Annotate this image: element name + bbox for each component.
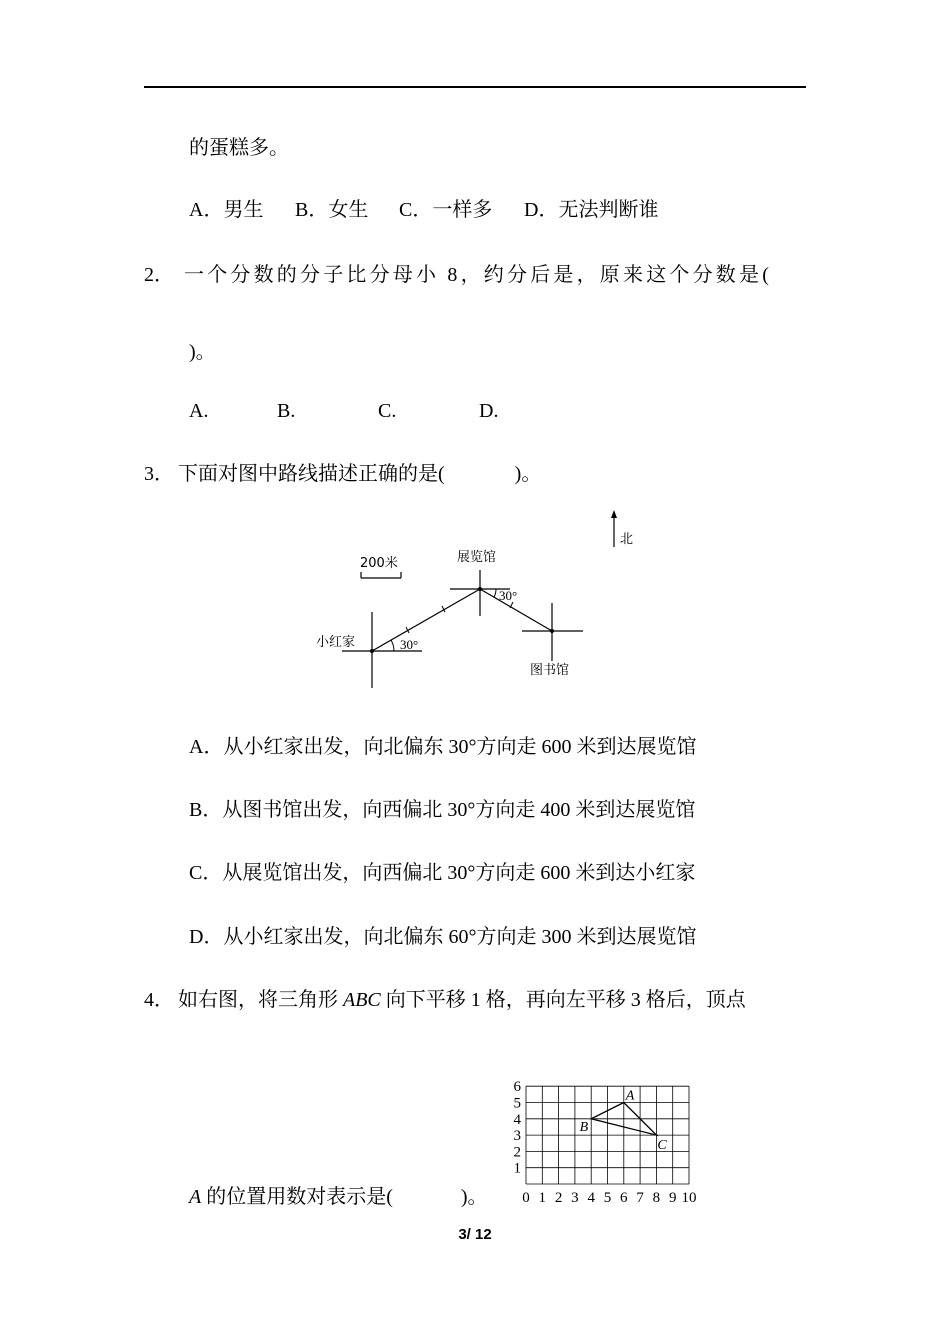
angle-label-home: 30° [400, 637, 419, 652]
x-tick-label: 4 [587, 1190, 595, 1206]
y-tick-label: 5 [513, 1095, 521, 1112]
grid-lines [526, 1086, 689, 1184]
q2-option-b: B. [277, 400, 296, 422]
home-label: 小红家 [316, 635, 356, 650]
q2-number: 2． [144, 264, 174, 286]
x-tick-label: 10 [681, 1190, 697, 1206]
exhibition-label: 展览馆 [457, 550, 497, 565]
x-tick-label: 9 [668, 1190, 677, 1206]
vertex-label-b: B [579, 1119, 589, 1135]
angle-label-exhibition: 30° [499, 588, 518, 603]
x-tick-label: 2 [554, 1190, 563, 1206]
library-label: 图书馆 [530, 663, 570, 678]
angle-arc-home [391, 640, 394, 651]
x-tick-label: 8 [652, 1190, 661, 1206]
q3-option-a: A．从小红家出发，向北偏东 30°方向走 600 米到达展览馆 [189, 736, 697, 758]
q1-option-a: A．男生 [189, 199, 264, 221]
x-tick-label: 7 [636, 1190, 644, 1206]
north-arrow-icon [611, 510, 617, 547]
q1-option-c: C．一样多 [399, 199, 493, 221]
north-label: 北 [620, 532, 634, 547]
q2-option-d: D. [479, 400, 499, 422]
angle-arc-exhibition [494, 589, 496, 597]
y-tick-label: 6 [513, 1080, 521, 1096]
x-axis-labels [522, 1190, 696, 1206]
q3-option-b: B．从图书馆出发，向西偏北 30°方向走 400 米到达展览馆 [189, 799, 696, 821]
x-tick-label: 1 [538, 1190, 547, 1206]
y-tick-label: 3 [513, 1128, 521, 1145]
header-rule [144, 86, 806, 88]
q2-option-a: A. [189, 400, 209, 422]
q2-stem-end: )。 [189, 341, 216, 363]
q1-option-d: D．无法判断谁 [524, 199, 659, 221]
q1-continuation: 的蛋糕多。 [189, 137, 289, 159]
q4-stem-line2: A 的位置用数对表示是( )。 [189, 1186, 488, 1208]
q4-stem: 如右图，将三角形 ABC 向下平移 1 格，再向左平移 3 格后，顶点 [178, 989, 746, 1011]
x-tick-label: 0 [522, 1190, 530, 1206]
scale-bar [361, 572, 401, 578]
q2-stem: 一个分数的分子比分母小 8，约分后是，原来这个分数是( [184, 264, 773, 286]
library-crosshair [522, 603, 583, 661]
y-tick-label: 2 [513, 1144, 521, 1161]
y-axis-labels [514, 1080, 522, 1177]
scale-label: 200米 [360, 556, 398, 571]
q3-number: 3． [144, 463, 174, 485]
q3-stem: 下面对图中路线描述正确的是( )。 [178, 463, 542, 485]
q1-option-b: B．女生 [295, 199, 369, 221]
y-tick-label: 1 [513, 1160, 521, 1177]
y-tick-label: 4 [513, 1111, 521, 1128]
x-tick-label: 3 [571, 1190, 579, 1206]
route-path [372, 589, 552, 651]
x-tick-label: 5 [603, 1190, 612, 1206]
q3-option-c: C．从展览馆出发，向西偏北 30°方向走 600 米到达小红家 [189, 862, 696, 884]
coordinate-grid-figure [505, 1080, 705, 1210]
x-tick-label: 6 [620, 1190, 628, 1206]
q2-option-c: C. [378, 400, 397, 422]
page-number: 3/ 12 [458, 1226, 492, 1243]
q4-number: 4． [144, 989, 174, 1011]
vertex-label-a: A [625, 1088, 635, 1104]
q3-option-d: D．从小红家出发，向北偏东 60°方向走 300 米到达展览馆 [189, 926, 697, 948]
route-map-figure [300, 500, 660, 700]
vertex-label-c: C [657, 1138, 667, 1154]
